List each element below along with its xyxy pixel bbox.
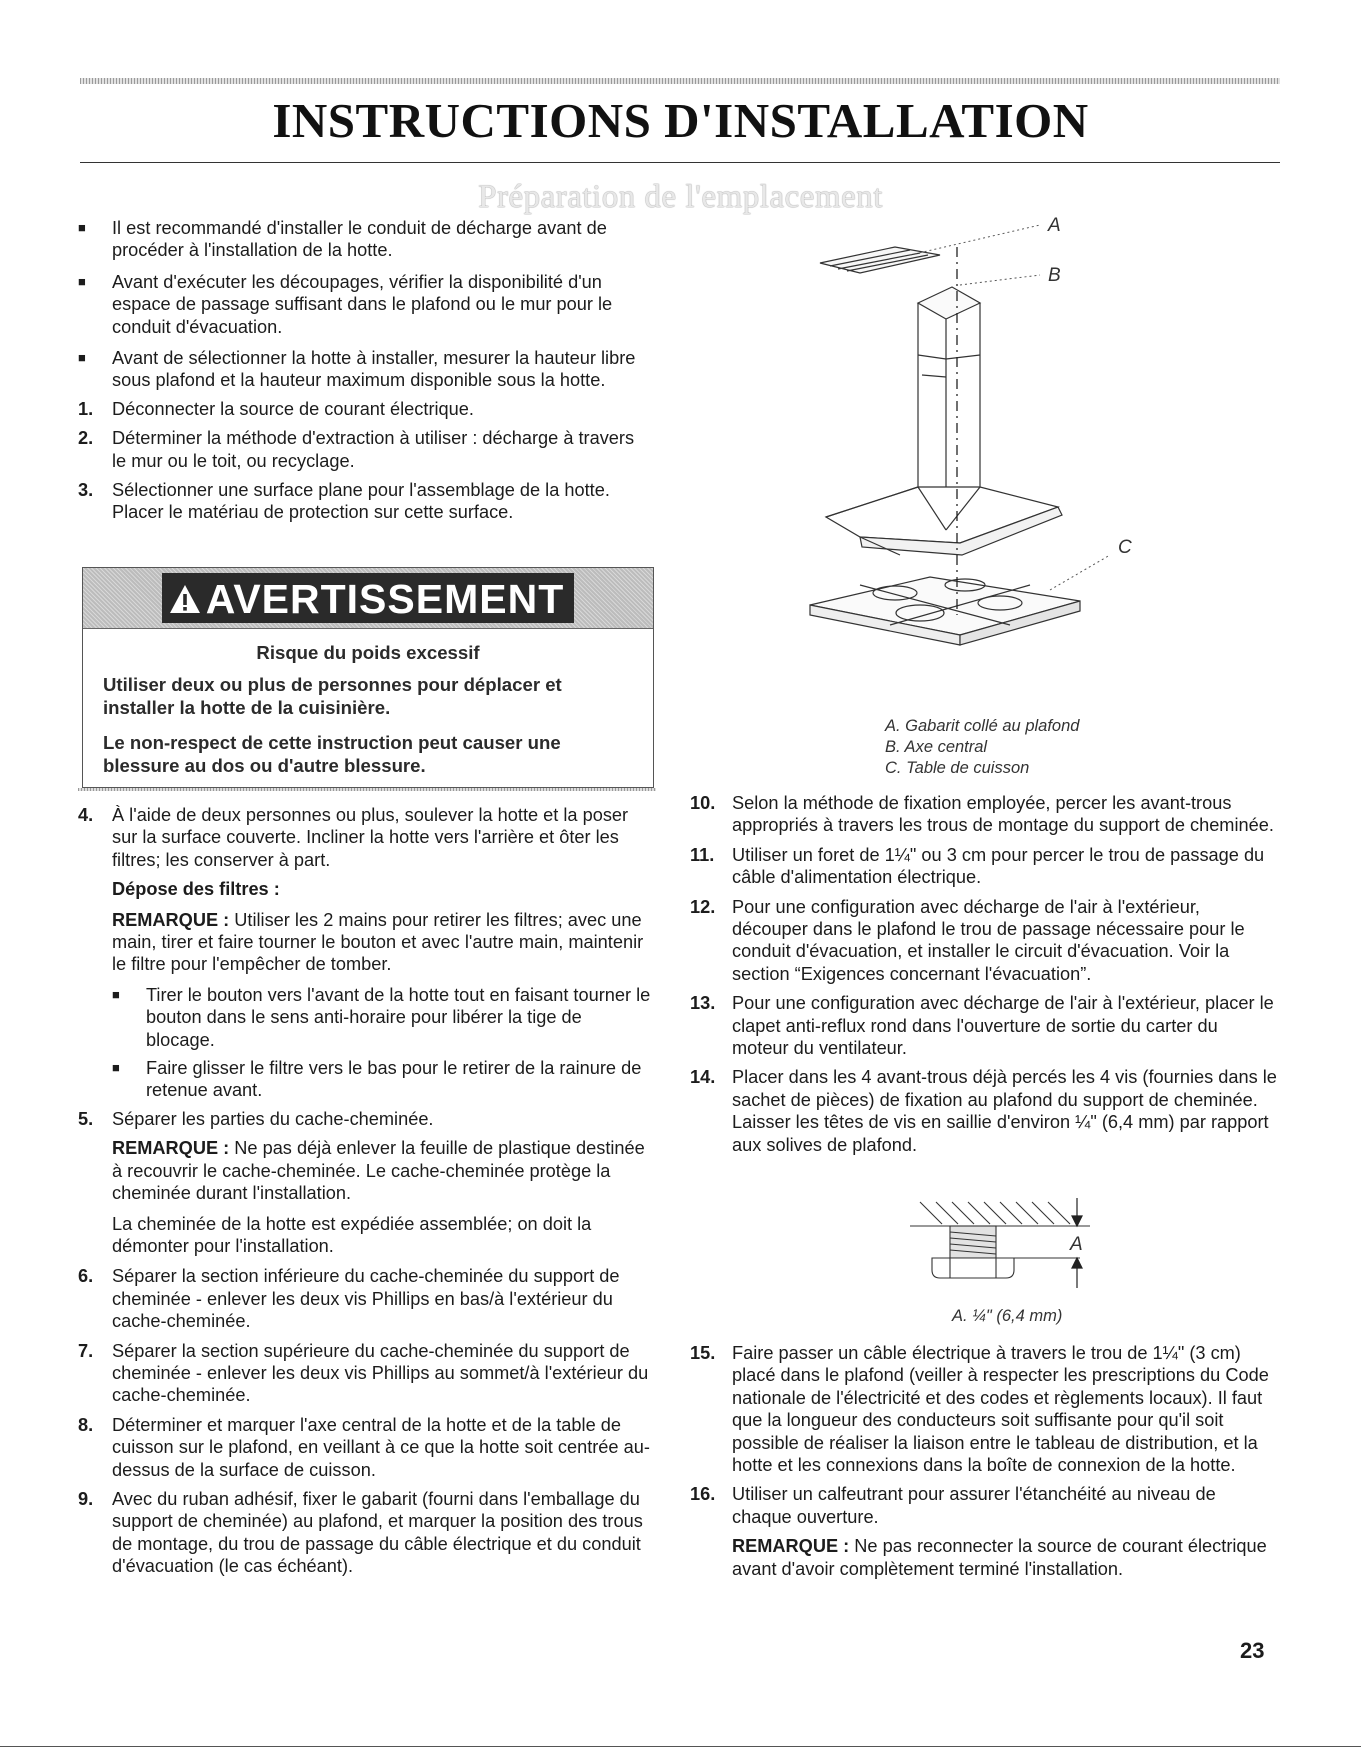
warning-triangle-icon bbox=[168, 583, 202, 615]
step-item: 10. Selon la méthode de fixation employée, percer les avant-trous appropriés à travers les trous de montage du support de cheminée. bbox=[690, 793, 1274, 836]
step-item: 6. Séparer la section inférieure du cache-cheminée du support de cheminée - enlever les deux vis Phillips en bas/à l'extérieur du cache-cheminée. bbox=[78, 1266, 620, 1332]
warning-risk: Risque du poids excessif bbox=[256, 642, 480, 663]
warning-consequence: Le non-respect de cette instruction peut causer une blessure au dos ou d'autre blessure. bbox=[103, 732, 561, 776]
step-item: 11. Utiliser un foret de 1¼" ou 3 cm pour percer le trou de passage du câble d'alimentation électrique. bbox=[690, 844, 1265, 888]
warning-badge: AVERTISSEMENT bbox=[162, 573, 575, 623]
step-item: 9. Avec du ruban adhésif, fixer le gabarit (fourni dans l'emballage du support de cheminée) au plafond, et marquer la position des trous de montage, du trou de passage du câble électrique et du conduit d'évacuation (le cas échéant). bbox=[78, 1488, 643, 1577]
square-bullet-icon: ■ bbox=[78, 350, 86, 366]
sub-bullet-item: ■ Faire glisser le filtre vers le bas pour le retirer de la rainure de retenue avant. bbox=[112, 1058, 642, 1101]
section-subtitle: Préparation de l'emplacement bbox=[478, 179, 883, 215]
bullet-item: ■ Il est recommandé d'installer le conduit de décharge avant de procéder à l'installation de la hotte. bbox=[78, 218, 607, 261]
step-item: 3. Sélectionner une surface plane pour l'assemblage de la hotte. Placer le matériau de protection sur cette surface. bbox=[78, 480, 610, 523]
screw-label-a: A bbox=[1070, 1234, 1083, 1255]
right-column-upper bbox=[690, 792, 1278, 1163]
step-item: 13. Pour une configuration avec décharge de l'air à l'extérieur, placer le clapet anti-reflux rond dans l'ouverture de sortie du carter du moteur du ventilateur. bbox=[690, 993, 1274, 1059]
paragraph: La cheminée de la hotte est expédiée assemblée; on doit la démonter pour l'installation. bbox=[112, 1213, 592, 1256]
square-bullet-icon: ■ bbox=[78, 220, 86, 235]
hood-installation-diagram bbox=[800, 215, 1220, 715]
warning-bottom-hatch bbox=[78, 788, 656, 791]
bullet-item: ■ Avant d'exécuter les découpages, vérifier la disponibilité d'un espace de passage suffisant dans le plafond ou le mur pour le conduit d'évacuation. bbox=[78, 271, 613, 337]
filter-heading: Dépose des filtres : bbox=[112, 879, 280, 900]
step-item: 12. Pour une configuration avec décharge de l'air à l'extérieur, découper dans le plafond le trou de passage nécessaire pour le conduit d'évacuation, et installer le circuit d'évacuation. Voir la section “Exigences concernant l'évacuation”. bbox=[690, 896, 1245, 984]
step-item: 4. À l'aide de deux personnes ou plus, soulever la hotte et la poser sur la surface couverte. Incliner la hotte vers l'arrière et ôter les filtres; les conserver à part. bbox=[78, 805, 629, 870]
step-item: 5. Séparer les parties du cache-cheminée. bbox=[78, 1108, 434, 1129]
top-decorative-bar bbox=[80, 78, 1280, 84]
left-column-top bbox=[78, 217, 653, 531]
screw-figure-caption: A. ¼" (6,4 mm) bbox=[952, 1307, 1063, 1325]
square-bullet-icon: ■ bbox=[112, 1060, 120, 1076]
note: REMARQUE : Utiliser les 2 mains pour retirer les filtres; avec une main, tirer et faire tourner le bouton et avec l'autre main, maintenir le filtre pour l'empêcher de tomber. bbox=[112, 909, 644, 975]
sub-bullet-item: ■ Tirer le bouton vers l'avant de la hotte tout en faisant tourner le bouton dans le sens anti-horaire pour libérer la tige de blocage. bbox=[112, 984, 651, 1050]
bottom-rule bbox=[0, 1746, 1361, 1747]
page-number: 23 bbox=[1240, 1638, 1265, 1663]
step-item: 14. Placer dans les 4 avant-trous déjà percés les 4 vis (fournies dans le sachet de pièces) de fixation au plafond du support de cheminée. Laisser les têtes de vis en saillie d'environ ¼" (6,4 mm) par rapport aux solives de plafond. bbox=[690, 1067, 1277, 1155]
left-column-bottom bbox=[78, 804, 653, 1585]
diagram-label-c: C bbox=[1118, 537, 1132, 558]
warning-body bbox=[83, 641, 653, 777]
right-column-lower bbox=[690, 1342, 1278, 1588]
square-bullet-icon: ■ bbox=[112, 986, 120, 1002]
step-item: 7. Séparer la section supérieure du cache-cheminée du support de cheminée - enlever les deux vis Phillips au sommet/à l'extérieur du cache-cheminée. bbox=[78, 1340, 649, 1406]
note: REMARQUE : Ne pas déjà enlever la feuille de plastique destinée à recouvrir le cache-cheminée. Le cache-cheminée protège la cheminée durant l'installation. bbox=[112, 1138, 645, 1204]
diagram-label-a: A bbox=[1048, 215, 1061, 236]
screw-clearance-diagram bbox=[910, 1198, 1120, 1303]
warning-instruction: Utiliser deux ou plus de personnes pour déplacer et installer la hotte de la cuisinière. bbox=[103, 674, 562, 718]
step-item: 16. Utiliser un calfeutrant pour assurer l'étanchéité au niveau de chaque ouverture. bbox=[690, 1484, 1216, 1527]
title-rule bbox=[80, 162, 1280, 163]
step-item: 8. Déterminer et marquer l'axe central de la hotte et de la table de cuisson sur le plafond, en veillant à ce que la hotte soit centrée au-dessus de la surface de cuisson. bbox=[78, 1414, 650, 1480]
warning-box bbox=[82, 567, 654, 788]
square-bullet-icon: ■ bbox=[78, 273, 86, 289]
step-item: 1. Déconnecter la source de courant électrique. bbox=[78, 398, 474, 419]
step-item: 2. Déterminer la méthode d'extraction à utiliser : décharge à travers le mur ou le toit, ou recyclage. bbox=[78, 428, 635, 471]
final-note: REMARQUE : Ne pas reconnecter la source de courant électrique avant d'avoir complètement terminé l'installation. bbox=[732, 1536, 1267, 1579]
figure-caption: A. Gabarit collé au plafond B. Axe central C. Table de cuisson bbox=[885, 717, 1080, 777]
step-item: 15. Faire passer un câble électrique à travers le trou de 1¼" (3 cm) placé dans le plafond (veiller à respecter les prescriptions du Code nationale de l'électricité et des codes et règlements locaux). Il faut que la longueur des conducteurs soit suffisante pour qu'il soit possible de réaliser la liaison entre le tableau de distribution, et la hotte et les connexions dans la boîte de connexion de la hotte. bbox=[690, 1343, 1269, 1476]
bullet-item: ■ Avant de sélectionner la hotte à installer, mesurer la hauteur libre sous plafond et la hauteur maximum disponible sous la hotte. bbox=[78, 348, 636, 391]
warning-header bbox=[83, 568, 653, 629]
diagram-label-b: B bbox=[1048, 265, 1061, 286]
page-title: INSTRUCTIONS D'INSTALLATION bbox=[272, 93, 1089, 148]
